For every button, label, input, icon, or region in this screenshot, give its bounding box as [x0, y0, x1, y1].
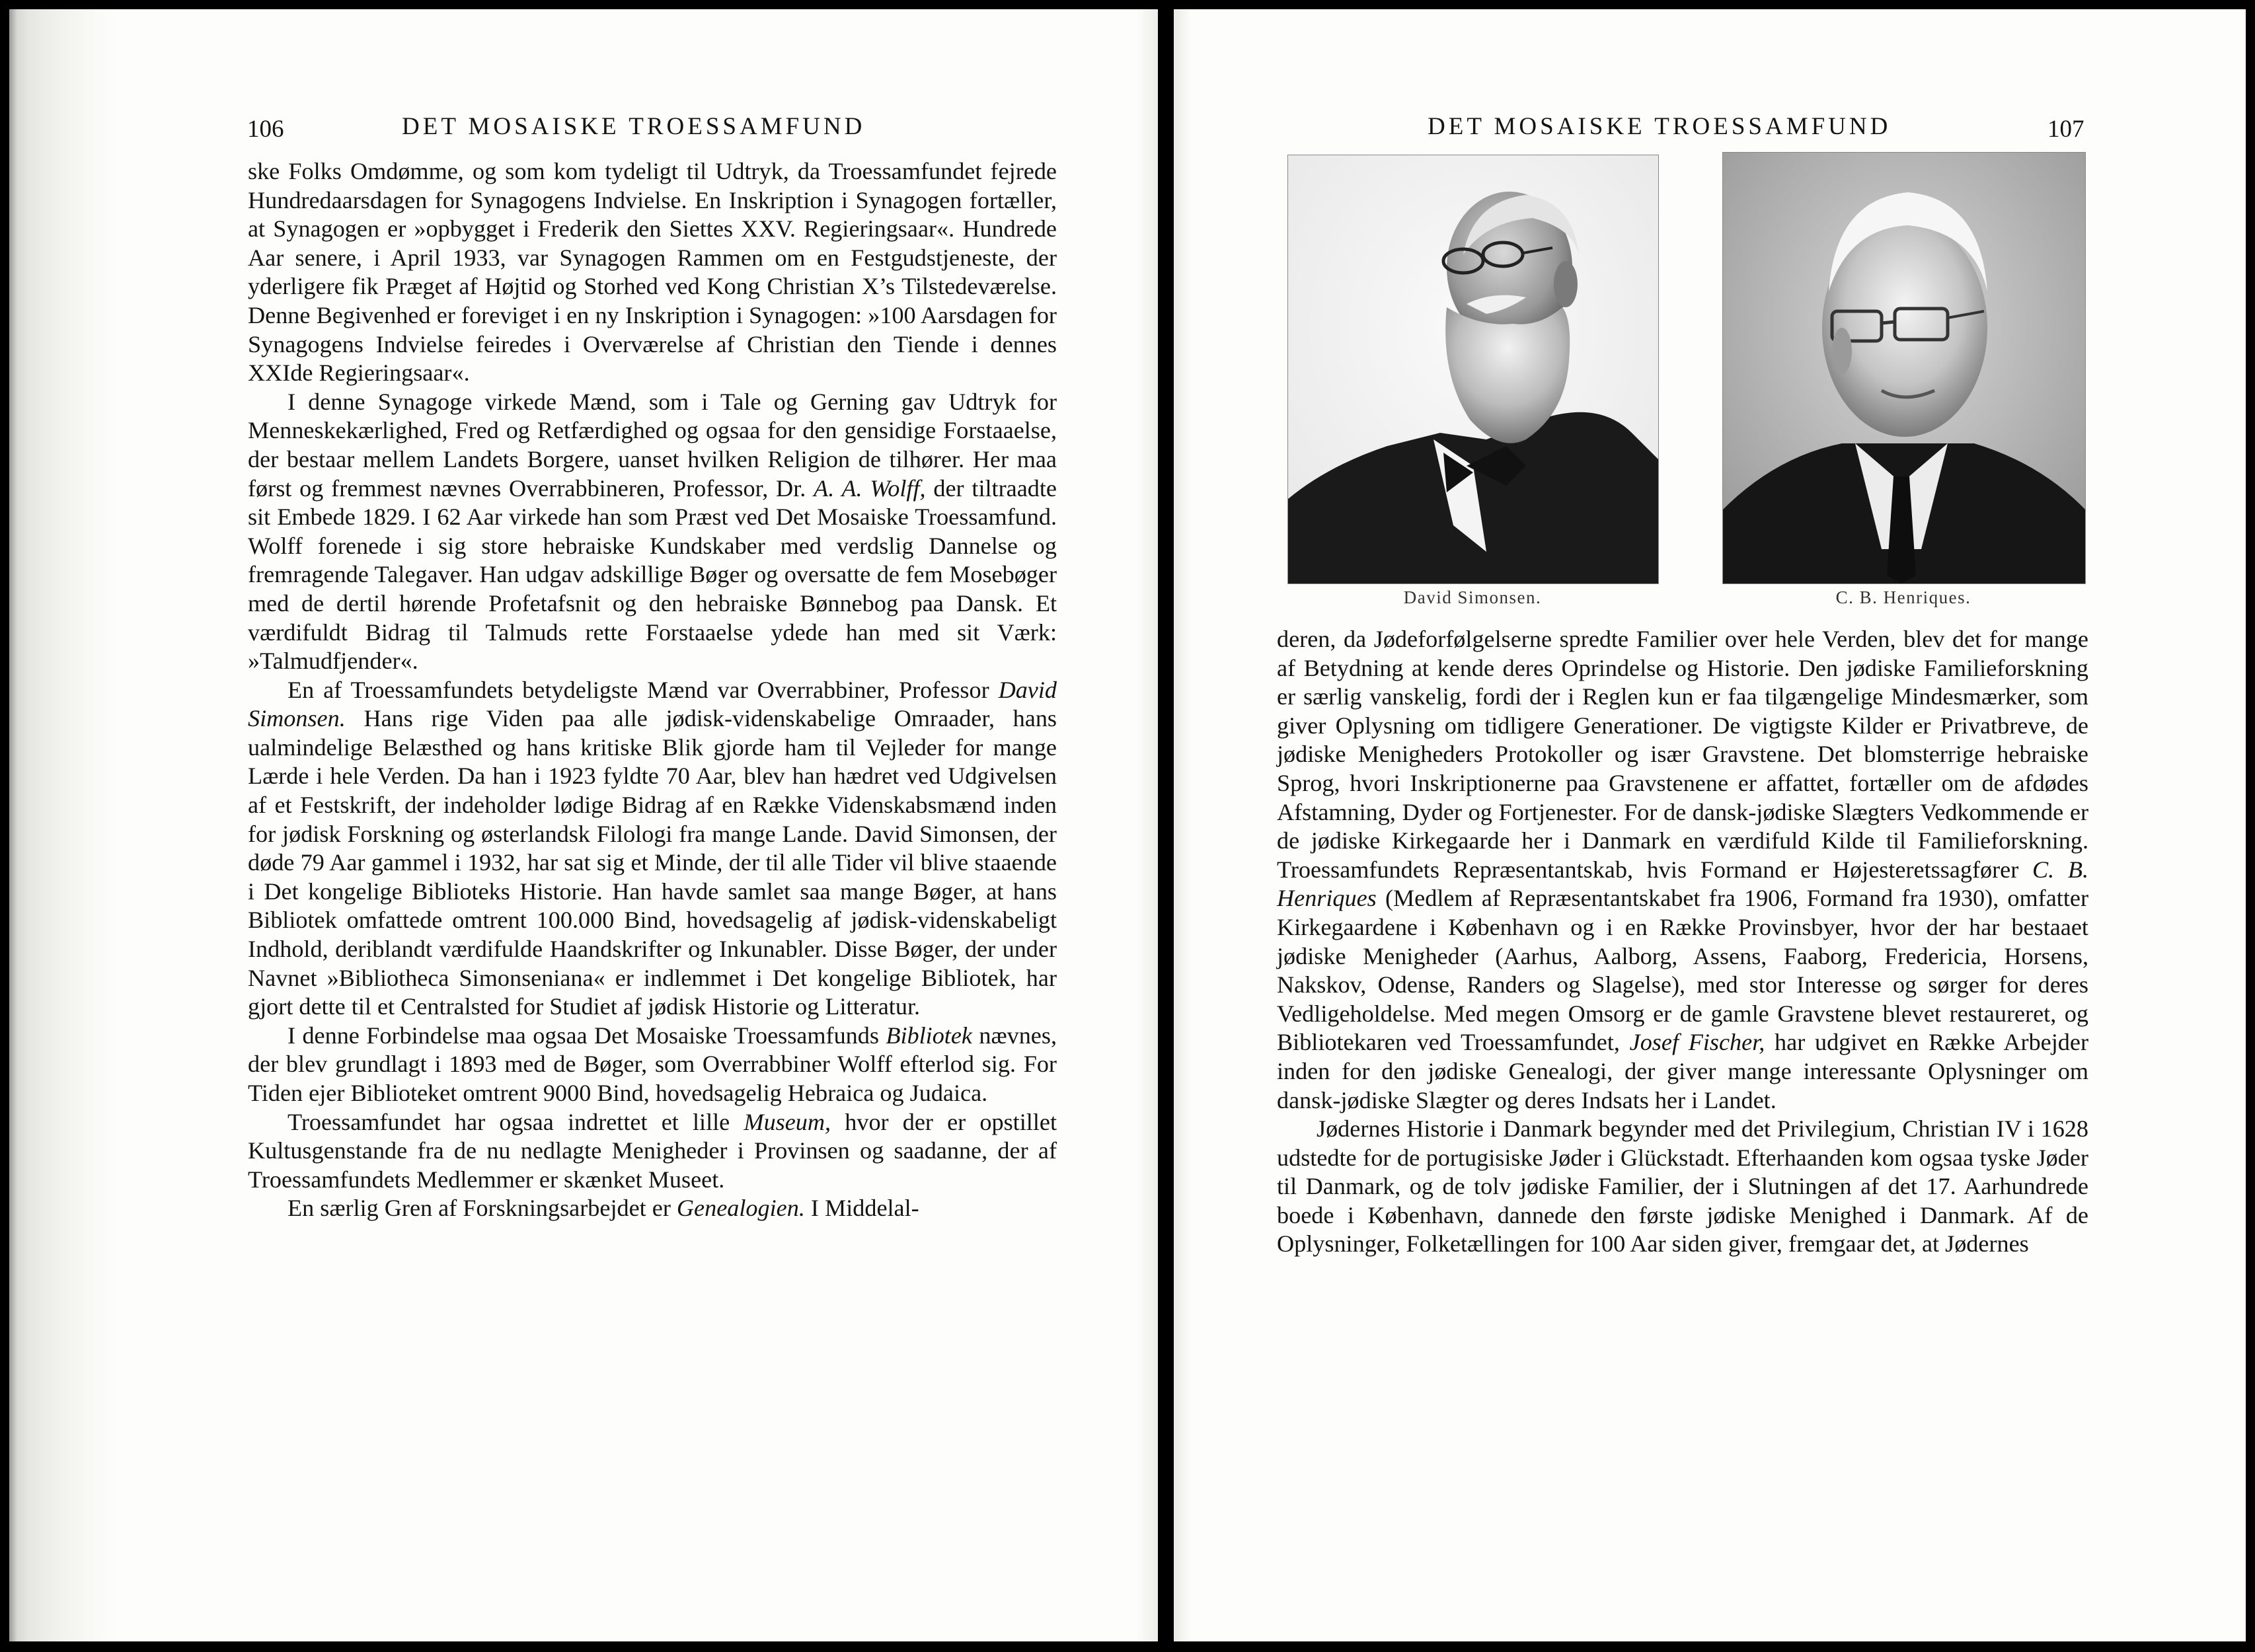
photo-david-simonsen: [1287, 155, 1659, 584]
gutter-shading: [1174, 9, 1191, 1641]
text-run: nævnes, der blev grundlagt i 1893 med de Bøger, som Overrabbiner Wolff efterlod sig. For Tiden ejer Biblioteket omtrent 9000 Bind, hovedsagelig Hebraica og Judaica.: [248, 1022, 1057, 1106]
paragraph: [248, 388, 1057, 676]
paragraph: [248, 1108, 1057, 1195]
paragraph: [248, 1194, 1057, 1223]
photo-c-b-henriques: [1722, 152, 2086, 584]
text-run: ske Folks Omdømme, og som kom tydeligt til Udtryk, da Troessamfundet fejrede Hundredaarsdagen for Synagogens Indvielse. En Inskription i Synagogen fortæller, at Synagogen er »opbygget i Frederik den Siettes XXV. Regieringsaar«. Hundrede Aar senere, i April 1933, var Synagogen Rammen om en Festgudstjeneste, der yderligere fik Præget af Højtid og Storhed ved Kong Christian X’s Tilstedeværelse. Denne Begivenhed er foreviget i en ny Inskription i Synagogen: »100 Aarsdagen for Synagogens Indvielse feiredes i Overværelse af Christian den Tiende i dennes XXIde Regieringsaar«.: [248, 158, 1057, 387]
man-with-glasses-portrait-icon: [1723, 153, 2085, 583]
italic-name: Genealogien.: [676, 1195, 805, 1222]
paragraph: [1277, 625, 2088, 1115]
italic-name: A. A. Wolff,: [814, 474, 926, 502]
gutter-shading: [1135, 9, 1158, 1641]
paragraph: [248, 676, 1057, 1022]
bearded-man-portrait-icon: [1288, 155, 1658, 583]
text-run: Hans rige Viden paa alle jødisk-videnskabelige Omraader, hans ualmindelige Belæsthed og hans kritiske Blik gjorde ham til Vejleder for mange Lærde i hele Verden. Da han i 1923 fyldte 70 Aar, blev han hædret ved Udgivelsen af et Festskrift, der indeholder lødige Bidrag af en Række Videnskabsmænd inden for jødisk Forskning og østerlandsk Filologi fra mange Lande. David Simonsen, der døde 79 Aar gammel i 1932, har sat sig et Minde, der til alle Tider vil blive staaende i Det kongelige Biblioteks Historie. Han havde samlet saa mange Bøger, at hans Bibliotek omfattede omtrent 100.000 Bind, hovedsagelig af jødisk-videnskabeligt Indhold, deriblandt værdifulde Haandskrifter og Inkunabler. Disse Bøger, der under Navnet »Bibliotheca Simonseniana« er indlemmet i Det kongelige Bibliotek, har gjort dette til et Centralsted for Studiet af jødisk Historie og Litteratur.: [248, 705, 1057, 1020]
paragraph: [248, 1022, 1057, 1108]
photo-caption-david-simonsen: David Simonsen.: [1403, 587, 1542, 607]
text-run: I denne Synagoge virkede Mænd, som i Tale og Gerning gav Udtryk for Menneskekærlighed, Fred og Retfærdighed og ogsaa for den gensidige Forstaaelse, der bestaar mellem Landets Borgere, uanset hvilken Religion de tilhører. Her maa først og fremmest nævnes Overrabbineren, Professor, Dr.: [248, 388, 1057, 502]
left-page: [9, 9, 1158, 1641]
italic-name: Bibliotek: [886, 1022, 972, 1049]
text-run: En særlig Gren af Forskningsarbejdet er: [287, 1195, 677, 1222]
text-run: har udgivet en Række Arbejder inden for den jødiske Genealogi, der giver mange interessante Oplysninger om dansk-jødiske Slægter og deres Indsats her i Landet.: [1277, 1029, 2088, 1113]
text-run: hvor der er opstillet Kultusgenstande fra de nu nedlagte Menigheder i Provinsen og saadanne, der af Troessamfundets Medlemmer er skænket Museet.: [248, 1108, 1057, 1193]
italic-name: Josef Fischer,: [1629, 1029, 1765, 1056]
text-run: I denne Forbindelse maa ogsaa Det Mosaiske Troessamfunds: [287, 1022, 886, 1049]
paragraph: [1277, 1115, 2088, 1259]
page-edge-shading: [9, 9, 115, 1641]
text-run: En af Troessamfundets betydeligste Mænd var Overrabbiner, Professor: [287, 676, 999, 703]
photo-caption-c-b-henriques: C. B. Henriques.: [1835, 587, 1971, 607]
text-run: der tiltraadte sit Embede 1829. I 62 Aar virkede han som Præst ved Det Mosaiske Troessamfund. Wolff forenede i sig store hebraiske Kundskaber med verdslig Dannelse og fremragende Talegaver. Han udgav adskillige Bøger og oversatte de fem Mosebøger med de dertil hørende Profetafsnit og den hebraiske Bønnebog paa Dansk. Et værdifuldt Bidrag til Talmuds rette Forstaaelse ydede han med sit Værk: »Talmudfjender«.: [248, 474, 1057, 675]
text-run: (Medlem af Repræsentantskabet fra 1906, Formand fra 1930), omfatter Kirkegaardene i København og i en Række Provinsbyer, hvor der har bestaaet jødiske Menigheder (Aarhus, Aalborg, Assens, Faaborg, Fredericia, Horsens, Nakskov, Odense, Randers og Slagelse), med stor Interesse og sørger for deres Vedligeholdelse. Med megen Omsorg er de gamle Gravstene blevet restaureret, og Bibliotekaren ved Troessamfundet,: [1277, 885, 2088, 1056]
page-number-left: 106: [247, 116, 284, 143]
running-head-right: DET MOSAISKE TROESSAMFUND: [1428, 113, 1892, 140]
text-run: deren, da Jødeforfølgelserne spredte Familier over hele Verden, blev det for mange af Betydning at kende deres Oprindelse og Historie. Den jødiske Familieforskning er særlig vanskelig, fordi der i Reglen kun er faa tilgængelige Mindesmærker, som giver Oplysning om tidligere Generationer. De vigtigste Kilder er Privatbreve, de jødiske Menigheders Protokoller og især Gravstene. Det blomsterrige hebraiske Sprog, hvori Inskriptionerne paa Gravstenene er affattet, fortæller om de afdødes Afstamning, Dyder og Fortjenester. For de dansk-jødiske Slægters Vedkommende er de jødiske Kirkegaarde her i Danmark en værdifuld Kilde til Familieforskning. Troessamfundets Repræsentantskab, hvis Formand er Højesteretssagfører: [1277, 626, 2088, 883]
right-body-text: [1277, 625, 2088, 1259]
page-number-right: 107: [2047, 116, 2084, 143]
paragraph: [248, 157, 1057, 388]
text-run: Jødernes Historie i Danmark begynder med det Privilegium, Christian IV i 1628 udstedte for de portugisiske Jøder i Glückstadt. Efterhaanden kom ogsaa tyske Jøder til Danmark, og de tolv jødiske Familier, der i Slutningen af det 17. Aarhundrede boede i København, dannede den første jødiske Menighed i Danmark. Af de Oplysninger, Folketællingen for 100 Aar siden giver, fremgaar det, at Jødernes: [1277, 1115, 2088, 1258]
right-page: [1174, 9, 2246, 1641]
text-run: I Middelal-: [804, 1195, 919, 1222]
italic-name: Museum,: [744, 1108, 831, 1135]
text-run: Troessamfundet har ogsaa indrettet et lille: [287, 1108, 744, 1135]
italic-name: C. B. Henriques: [1277, 856, 2088, 912]
left-body-text: [248, 157, 1057, 1223]
italic-name: David Simonsen.: [248, 676, 1057, 732]
running-head-left: DET MOSAISKE TROESSAMFUND: [402, 113, 866, 140]
